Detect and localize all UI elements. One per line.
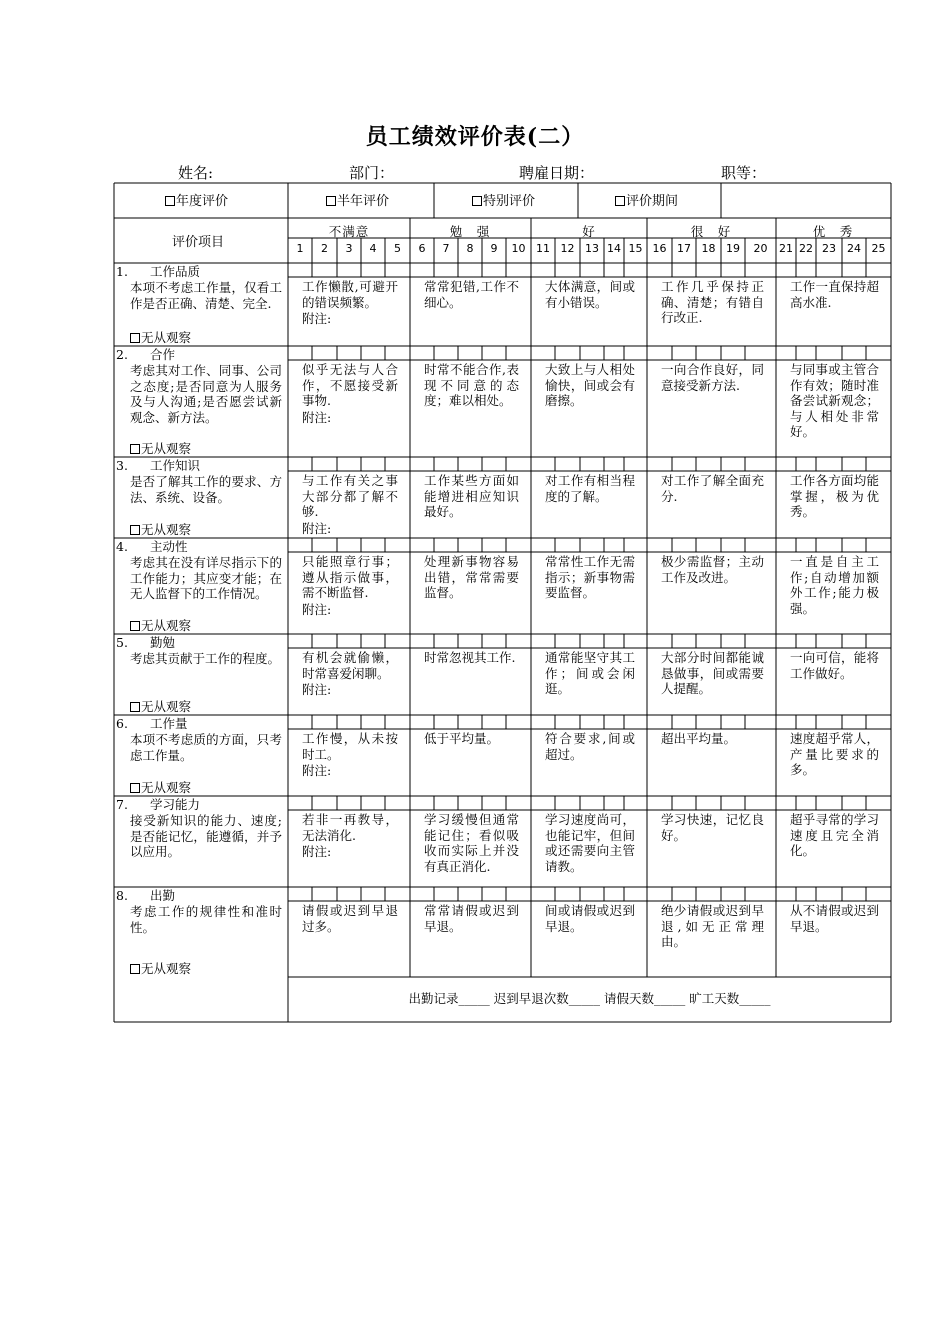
item-name: 学习能力 [150, 797, 201, 812]
level-description-5: 一直是自主工作;自动增加额外工作;能力极强。 [790, 554, 879, 616]
scale-number: 10 [511, 242, 526, 255]
level-description-1: 与工作有关之事大部分都了解不够. [302, 473, 398, 519]
note-label: 附注: [302, 844, 332, 859]
level-description-3: 大体满意，间或有小错误。 [545, 279, 635, 310]
scale-number: 25 [871, 242, 886, 255]
scale-number: 18 [701, 242, 716, 255]
level-description-4: 超出平均量。 [661, 731, 737, 746]
no-observation-checkbox[interactable] [130, 618, 191, 634]
checkbox-icon[interactable] [165, 196, 175, 206]
item-description: 接受新知识的能力、速度;是否能记忆，能遵循，并予以应用。 [130, 813, 282, 859]
item-number: 3. [116, 458, 128, 473]
type-annual[interactable] [165, 194, 228, 210]
type-half-year[interactable] [326, 194, 389, 210]
no-observation-label: 无从观察 [141, 618, 192, 633]
type-special[interactable] [472, 194, 535, 210]
item-name: 工作知识 [150, 458, 201, 473]
type-period-label: 评价期间 [626, 194, 679, 209]
level-description-2: 常常犯错,工作不细心。 [424, 279, 519, 310]
checkbox-icon[interactable] [130, 702, 140, 712]
level-description-4: 工作几乎保持正确、清楚；有错自行改正. [661, 279, 764, 325]
no-observation-label: 无从观察 [141, 441, 192, 456]
level-description-2: 处理新事物容易出错，常常需要监督。 [424, 554, 519, 600]
name-label: 姓名: [178, 164, 214, 182]
checkbox-icon[interactable] [130, 964, 140, 974]
level-description-5: 一向可信，能将工作做好。 [790, 650, 879, 681]
level-description-3: 符合要求,间或超过。 [545, 731, 635, 762]
scale-number: 8 [466, 242, 474, 255]
attendance-record: 出勤记录_____ 迟到早退次数_____ 请假天数_____ 旷工天数_____ [408, 991, 771, 1006]
item-number: 6. [116, 716, 128, 731]
note-label: 附注: [302, 311, 332, 326]
level-description-1: 有机会就偷懒，时常喜爱闲聊。 [302, 650, 398, 681]
level-description-1: 工作懒散,可避开的错误频繁。 [302, 279, 398, 310]
no-observation-label: 无从观察 [141, 330, 192, 345]
item-description: 考虑其贡献于工作的程度。 [130, 651, 281, 666]
checkbox-icon[interactable] [130, 444, 140, 454]
level-barely: 勉 强 [449, 224, 491, 239]
scale-number: 11 [536, 242, 550, 255]
level-description-4: 极少需监督；主动工作及改进。 [661, 554, 764, 585]
item-description: 考虑其在没有详尽指示下的工作能力；其应变才能；在无人监督下的工作情况。 [130, 555, 282, 601]
checkbox-icon[interactable] [130, 333, 140, 343]
level-description-2: 工作某些方面如能增进相应知识最好。 [424, 473, 519, 519]
level-description-3: 间或请假或迟到早退。 [545, 903, 635, 934]
no-observation-label: 无从观察 [141, 522, 192, 537]
no-observation-label: 无从观察 [141, 780, 192, 795]
no-observation-checkbox[interactable] [130, 330, 191, 346]
no-observation-label: 无从观察 [141, 699, 192, 714]
level-description-2: 常常请假或迟到早退。 [424, 903, 519, 934]
type-annual-label: 年度评价 [176, 194, 229, 209]
item-name: 合作 [150, 347, 176, 362]
item-description: 考虑其对工作、同事、公司之态度;是否同意为人服务及与人沟通;是否愿尝试新观念、新方法。 [130, 363, 282, 425]
level-description-2: 时常不能合作,表现不同意的态度；难以相处。 [424, 362, 519, 408]
scale-number: 16 [652, 242, 667, 255]
level-description-5: 工作各方面均能掌握，极为优秀。 [790, 473, 879, 519]
item-header: 评价项目 [172, 235, 225, 250]
scale-number: 5 [394, 242, 401, 255]
item-name: 工作量 [150, 716, 188, 731]
scale-number: 1 [296, 242, 304, 255]
level-description-4: 一向合作良好，同意接受新方法. [661, 362, 764, 393]
note-label: 附注: [302, 682, 332, 697]
level-description-5: 从不请假或迟到早退。 [790, 903, 879, 934]
no-observation-label: 无从观察 [141, 961, 192, 976]
scale-number: 6 [418, 242, 426, 255]
level-description-3: 学习速度尚可，也能记牢，但间或还需要向主管请教。 [545, 812, 635, 874]
item-name: 出勤 [150, 888, 176, 903]
item-name: 主动性 [150, 539, 188, 554]
item-description: 是否了解其工作的要求、方法、系统、设备。 [130, 474, 282, 505]
level-description-5: 超乎寻常的学习速度且完全消化。 [790, 812, 879, 858]
item-number: 4. [116, 539, 128, 554]
item-number: 7. [116, 797, 128, 812]
level-description-2: 学习缓慢但通常能记住；看似吸收而实际上并没有真正消化. [424, 812, 519, 874]
item-number: 8. [116, 888, 128, 903]
note-label: 附注: [302, 763, 332, 778]
type-special-label: 特别评价 [483, 194, 536, 209]
item-description: 考虑工作的规律性和准时性。 [130, 904, 282, 935]
checkbox-icon[interactable] [472, 196, 482, 206]
dept-label: 部门： [349, 164, 395, 182]
no-observation-checkbox[interactable] [130, 699, 191, 715]
checkbox-icon[interactable] [130, 525, 140, 535]
type-period[interactable] [615, 194, 678, 210]
hire-date-label: 聘雇日期： [519, 164, 595, 182]
scale-number: 3 [345, 242, 353, 255]
scale-number: 2 [321, 242, 328, 255]
scale-number: 13 [585, 242, 599, 255]
scale-number: 21 [779, 242, 793, 255]
scale-number: 15 [628, 242, 643, 255]
level-description-5: 工作一直保持超高水准. [790, 279, 879, 310]
level-description-1: 工作慢，从未按时工。 [302, 731, 398, 762]
checkbox-icon[interactable] [326, 196, 336, 206]
scale-number: 22 [799, 242, 813, 255]
item-name: 勤勉 [150, 635, 176, 650]
item-number: 2. [116, 347, 128, 362]
level-description-1: 请假或迟到早退过多。 [302, 903, 398, 934]
scale-number: 4 [369, 242, 377, 255]
level-description-2: 时常忽视其工作. [424, 650, 516, 665]
form-title: 员工绩效评价表(二） [365, 124, 585, 150]
note-label: 附注: [302, 410, 332, 425]
checkbox-icon[interactable] [130, 621, 140, 631]
level-description-4: 对工作了解全面充分. [661, 473, 764, 504]
item-description: 本项不考虑工作量，仅看工作是否正确、清楚、完全. [130, 280, 282, 311]
scale-number: 24 [847, 242, 861, 255]
note-label: 附注: [302, 602, 332, 617]
level-very-good: 很 好 [690, 224, 732, 239]
scale-number: 7 [442, 242, 450, 255]
note-label: 附注: [302, 521, 332, 536]
level-description-4: 绝少请假或迟到早退,如无正常理由。 [661, 903, 764, 949]
level-description-1: 只能照章行事；遵从指示做事，需不断监督. [302, 554, 398, 600]
scale-number: 23 [822, 242, 836, 255]
level-unsatisfactory: 不满意 [328, 224, 370, 239]
level-description-3: 大致上与人相处愉快，间或会有磨擦。 [545, 362, 635, 408]
level-description-2: 低于平均量。 [424, 731, 500, 746]
level-description-5: 速度超乎常人，产量比要求的多。 [790, 731, 879, 777]
level-excellent: 优 秀 [812, 224, 854, 239]
scale-number: 14 [607, 242, 621, 255]
position-label: 职等： [721, 164, 767, 182]
type-half-label: 半年评价 [337, 194, 390, 209]
level-description-3: 常常性工作无需指示；新事物需要监督。 [545, 554, 635, 600]
item-description: 本项不考虑质的方面，只考虑工作量。 [130, 732, 282, 763]
level-description-3: 通常能坚守其工作；间或会闲逛。 [545, 650, 635, 696]
item-name: 工作品质 [150, 264, 201, 279]
scale-number: 19 [726, 242, 740, 255]
no-observation-checkbox[interactable] [130, 441, 191, 457]
level-description-1: 似乎无法与人合作，不愿接受新事物. [302, 362, 398, 408]
scale-number: 20 [753, 242, 768, 255]
level-description-4: 学习快速，记忆良好。 [661, 812, 764, 843]
no-observation-checkbox[interactable] [130, 780, 191, 796]
scale-number: 9 [490, 242, 498, 255]
scale-number: 17 [677, 242, 691, 255]
level-good: 好 [582, 224, 596, 239]
no-observation-checkbox[interactable] [130, 522, 191, 538]
no-observation-checkbox[interactable] [130, 961, 191, 977]
level-description-5: 与同事或主管合作有效；随时准备尝试新观念；与人相处非常好。 [790, 362, 879, 439]
scale-number: 12 [560, 242, 575, 255]
checkbox-icon[interactable] [615, 196, 625, 206]
checkbox-icon[interactable] [130, 783, 140, 793]
level-description-1: 若非一再教导，无法消化. [302, 812, 398, 843]
level-description-4: 大部分时间都能诚恳做事，间或需要人提醒。 [661, 650, 764, 696]
item-number: 5. [116, 635, 128, 650]
level-description-3: 对工作有相当程度的了解。 [545, 473, 635, 504]
item-number: 1. [116, 264, 128, 279]
